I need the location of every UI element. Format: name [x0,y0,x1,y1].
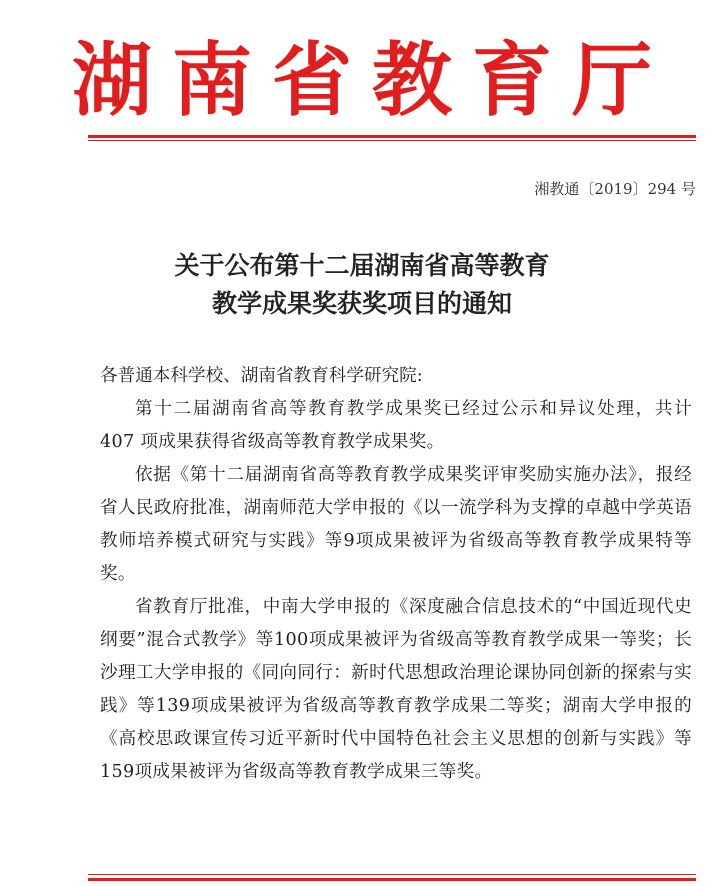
body-paragraph: 省教育厅批准，中南大学申报的《深度融合信息技术的“中国近现代史纲要”混合式教学》等100项成果被评为省级高等教育教学成果一等奖；长沙理工大学申报的《同向同行：新时代思想政治理论课协同创新的探索与实践》等139项成果被评为省级高等教育教学成果二等奖；湖南大学申报的《高校思政课宣传习近平新时代中国特色社会主义思想的创新与实践》等159项成果被评为省级高等教育教学成果三等奖。 [100,597,692,782]
header-rule-thick [88,135,696,138]
document-number: 湘教通〔2019〕294 号 [534,180,696,198]
notice-title-line2: 教学成果奖获奖项目的通知 [211,289,512,318]
notice-title-line1: 关于公布第十二届湖南省高等教育 [174,251,550,280]
footer-rule-thick [88,878,696,881]
salutation: 各普通本科学校、湖南省教育科学研究院: [100,366,423,386]
body-paragraph: 第十二届湖南省高等教育教学成果奖已经过公示和异议处理，共计 407 项成果获得省级高等教育教学成果奖。 [100,399,692,452]
footer-rule-thin [88,874,696,875]
notice-body [100,360,692,789]
header-rule-thin [88,140,696,141]
agency-masthead: 湖南省教育厅 [72,33,672,127]
body-paragraph: 依据《第十二届湖南省高等教育教学成果奖评审奖励实施办法》，报经省人民政府批准，湖南师范大学申报的《以一流学科为支撑的卓越中学英语教师培养模式研究与实践》等9项成果被评为省级高等教育教学成果特等奖。 [100,465,692,584]
